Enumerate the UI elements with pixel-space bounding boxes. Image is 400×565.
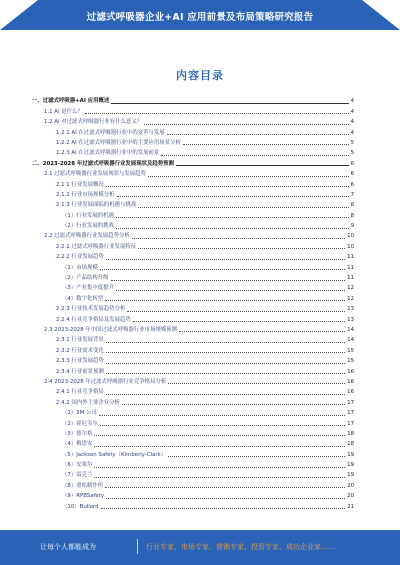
toc-entry-label: （1）行业发展的机遇	[62, 212, 114, 219]
toc-entry-page: 16	[347, 368, 354, 375]
toc-entry-label: 1.2.3 AI 在过滤式呼吸器行业中的发展前景	[56, 150, 160, 157]
toc-entry[interactable]	[32, 335, 354, 345]
toc-leader-dots	[106, 498, 345, 499]
toc-entry-page: 19	[347, 462, 354, 469]
toc-entry[interactable]	[32, 356, 354, 366]
toc-entry[interactable]	[32, 221, 354, 231]
toc-entry[interactable]	[32, 408, 354, 418]
toc-entry[interactable]	[32, 387, 354, 397]
toc-entry-label: （8）重松制作所	[62, 482, 104, 489]
toc-entry[interactable]	[32, 241, 354, 251]
toc-leader-dots	[105, 300, 345, 301]
toc-leader-dots	[116, 290, 345, 291]
page-footer-band	[0, 530, 400, 565]
toc-entry-label: 2.4.2 国内外主要企业分析	[56, 399, 120, 406]
toc-entry[interactable]	[32, 210, 354, 220]
toc-entry-label: （3）德尔格	[62, 430, 93, 437]
toc-entry-label: （1）3M 公司	[62, 410, 97, 417]
toc-entry-label: 2.3.3 行业发展趋势	[56, 358, 104, 365]
toc-entry-page: 11	[347, 254, 354, 261]
toc-leader-dots	[133, 321, 345, 322]
toc-entry-label: 2.4 2023-2028 年过滤式呼吸器行业竞争格局分析	[44, 378, 167, 385]
toc-entry-page: 4	[350, 129, 354, 136]
toc-entry[interactable]	[32, 460, 354, 470]
toc-entry[interactable]	[32, 231, 354, 241]
toc-entry-label: （4）数字化转型	[62, 295, 104, 302]
toc-leader-dots	[85, 113, 349, 114]
toc-leader-dots	[106, 373, 345, 374]
toc-entry-label: （6）安塞尔	[62, 462, 93, 469]
toc-entry-page: 11	[347, 275, 354, 282]
toc-leader-dots	[127, 311, 345, 312]
toc-entry-page: 8	[350, 212, 354, 219]
toc-entry[interactable]	[32, 127, 354, 137]
toc-leader-dots	[94, 435, 345, 436]
toc-leader-dots	[106, 186, 349, 187]
toc-entry-page: 17	[347, 410, 354, 417]
footer-slogan-right: 行业专家、市场专家、营销专家、投资专家、成功企业家……	[146, 543, 335, 551]
toc-entry[interactable]	[32, 345, 354, 355]
toc-leader-dots	[168, 383, 345, 384]
toc-entry-label: 2.3.2 行业需求变化	[56, 347, 104, 354]
toc-entry-page: 10	[347, 243, 354, 250]
toc-entry-label: （2）行业发展的挑战	[62, 223, 114, 230]
page-header-band	[0, 0, 400, 30]
toc-leader-dots	[94, 467, 345, 468]
toc-entry-page: 9	[350, 223, 354, 230]
toc-entry-page: 20	[347, 482, 354, 489]
toc-leader-dots	[94, 477, 345, 478]
toc-entry-page: 16	[347, 378, 354, 385]
toc-entry[interactable]	[32, 501, 354, 511]
toc-entry-page: 19	[347, 472, 354, 479]
toc-entry-label: （1）市场规模	[62, 264, 98, 271]
toc-entry-page: 17	[347, 420, 354, 427]
table-of-contents	[32, 96, 354, 512]
toc-leader-dots	[99, 415, 345, 416]
toc-leader-dots	[116, 228, 349, 229]
toc-entry[interactable]	[32, 273, 354, 283]
report-title: 过滤式呼吸器企业+AI 应用前景及布局策略研究报告	[86, 12, 314, 23]
toc-entry-page: 14	[347, 337, 354, 344]
toc-leader-dots	[111, 103, 348, 104]
toc-leader-dots	[148, 176, 349, 177]
toc-entry-page: 19	[347, 451, 354, 458]
toc-entry-page: 4	[350, 119, 354, 126]
toc-leader-dots	[179, 331, 345, 332]
toc-entry-label: （3）产业集中度提升	[62, 285, 114, 292]
toc-entry-page: 17	[347, 399, 354, 406]
toc-entry-page: 5	[350, 150, 354, 157]
toc-entry-page: 6	[350, 171, 354, 178]
toc-leader-dots	[106, 352, 345, 353]
toc-entry-page: 4	[350, 98, 354, 105]
toc-entry-page: 18	[347, 441, 354, 448]
toc-entry[interactable]	[32, 314, 354, 324]
toc-entry[interactable]	[32, 325, 354, 335]
toc-leader-dots	[106, 394, 345, 395]
toc-entry-label: （10）Bullard	[62, 503, 99, 510]
footer-slogan-left: 让每个人都能成为	[40, 543, 96, 551]
toc-entry[interactable]	[32, 190, 354, 200]
toc-entry-label: （9）RPBSafety	[62, 493, 105, 500]
toc-leader-dots	[117, 196, 349, 197]
toc-leader-dots	[94, 446, 345, 447]
toc-leader-dots	[161, 155, 348, 156]
toc-entry-label: 1.1 AI 是什么？	[44, 108, 83, 115]
toc-entry-page: 13	[347, 316, 354, 323]
toc-leader-dots	[106, 342, 345, 343]
toc-entry[interactable]	[32, 252, 354, 262]
toc-leader-dots	[106, 363, 345, 364]
toc-entry[interactable]	[32, 429, 354, 439]
toc-entry[interactable]	[32, 117, 354, 127]
toc-entry-page: 7	[350, 191, 354, 198]
toc-entry[interactable]	[32, 283, 354, 293]
toc-entry[interactable]	[32, 470, 354, 480]
toc-entry[interactable]	[32, 158, 354, 168]
toc-entry-label: 2.1.3 行业发展面临的机遇与挑战	[56, 202, 137, 209]
toc-entry-label: 2.3.1 行业发展背景	[56, 337, 104, 344]
toc-leader-dots	[167, 134, 349, 135]
toc-entry-page: 6	[350, 181, 354, 188]
toc-heading: 内容目录	[176, 69, 224, 82]
toc-entry[interactable]	[32, 200, 354, 210]
toc-entry-label: （2）产品结构升级	[62, 275, 109, 282]
toc-entry-page: 12	[347, 295, 354, 302]
toc-entry-page: 14	[347, 326, 354, 333]
toc-leader-dots	[100, 425, 345, 426]
toc-entry[interactable]	[32, 106, 354, 116]
toc-entry-label: （5）Jackson Safety（Kimberly-Clark）	[62, 451, 167, 458]
toc-entry[interactable]	[32, 96, 354, 106]
toc-leader-dots	[183, 144, 349, 145]
toc-entry[interactable]	[32, 439, 354, 449]
toc-entry-label: 一、过滤式呼吸器+AI 应用概述	[32, 98, 110, 105]
toc-leader-dots	[176, 165, 349, 166]
toc-entry-label: 二、2023-2028 年过滤式呼吸器行业发展现状及趋势预测	[32, 160, 174, 167]
toc-leader-dots	[101, 508, 346, 509]
toc-entry-page: 13	[347, 306, 354, 313]
toc-entry-page: 11	[347, 264, 354, 271]
toc-entry-page: 6	[350, 160, 354, 167]
toc-leader-dots	[138, 248, 345, 249]
toc-entry[interactable]	[32, 293, 354, 303]
toc-entry-label: （2）霍尼韦尔	[62, 420, 98, 427]
toc-entry-label: 2.4.1 行业竞争格局	[56, 389, 104, 396]
toc-entry[interactable]	[32, 491, 354, 501]
toc-leader-dots	[105, 487, 345, 488]
toc-entry-page: 16	[347, 389, 354, 396]
toc-entry-label: 2.2.4 行业竞争格局及发展趋势	[56, 316, 131, 323]
toc-entry[interactable]	[32, 366, 354, 376]
toc-entry-label: 2.2.2 行业发展趋势	[56, 254, 104, 261]
toc-leader-dots	[116, 217, 349, 218]
footer-divider	[137, 539, 138, 554]
toc-entry-label: 1.2.2 AI 在过滤式呼吸器行业中的主要应用场景分析	[56, 139, 181, 146]
toc-entry-label: 2.1.1 行业发展概况	[56, 181, 104, 188]
toc-leader-dots	[106, 259, 345, 260]
toc-entry-label: 2.2 过滤式呼吸器行业发展趋势分析	[44, 233, 130, 240]
toc-entry-label: 1.2.1 AI 在过滤式呼吸器行业中的变革与发展	[56, 129, 165, 136]
toc-entry-label: 2.3 2023-2028 年中国过滤式呼吸器行业市场规模预测	[44, 326, 178, 333]
toc-entry-page: 21	[347, 503, 354, 510]
toc-entry[interactable]	[32, 304, 354, 314]
toc-entry-page: 15	[347, 358, 354, 365]
toc-entry[interactable]	[32, 449, 354, 459]
toc-leader-dots	[168, 456, 345, 457]
toc-entry-label: 2.1.2 行业市场规模分析	[56, 191, 115, 198]
toc-entry-page: 12	[347, 285, 354, 292]
toc-leader-dots	[144, 124, 348, 125]
toc-entry-page: 5	[350, 139, 354, 146]
toc-leader-dots	[138, 207, 348, 208]
toc-entry-page: 18	[347, 430, 354, 437]
toc-entry-label: （4）梅思安	[62, 441, 93, 448]
toc-entry-label: （7）雷克兰	[62, 472, 93, 479]
toc-entry[interactable]	[32, 418, 354, 428]
toc-entry-label: 2.1 过滤式呼吸器行业发展现状与发展趋势	[44, 171, 146, 178]
toc-leader-dots	[100, 269, 345, 270]
toc-entry-label: 2.2.3 行业技术发展趋势分析	[56, 306, 126, 313]
toc-entry-label: 1.2 AI 对过滤式呼吸器行业有什么意义？	[44, 119, 143, 126]
toc-entry-label: 2.3.4 行业前景预测	[56, 368, 104, 375]
toc-leader-dots	[122, 404, 345, 405]
toc-entry-label: 2.2.1 过滤式呼吸器行业发展特征	[56, 243, 137, 250]
toc-entry[interactable]	[32, 138, 354, 148]
toc-entry[interactable]	[32, 397, 354, 407]
toc-entry[interactable]	[32, 377, 354, 387]
toc-entry-page: 20	[347, 493, 354, 500]
toc-leader-dots	[111, 280, 346, 281]
toc-entry-page: 8	[350, 202, 354, 209]
toc-entry-page: 4	[350, 108, 354, 115]
toc-entry[interactable]	[32, 179, 354, 189]
toc-entry-page: 15	[347, 347, 354, 354]
toc-leader-dots	[132, 238, 345, 239]
toc-entry-page: 10	[347, 233, 354, 240]
toc-entry[interactable]	[32, 169, 354, 179]
toc-entry[interactable]	[32, 262, 354, 272]
toc-entry[interactable]	[32, 148, 354, 158]
toc-entry[interactable]	[32, 480, 354, 490]
